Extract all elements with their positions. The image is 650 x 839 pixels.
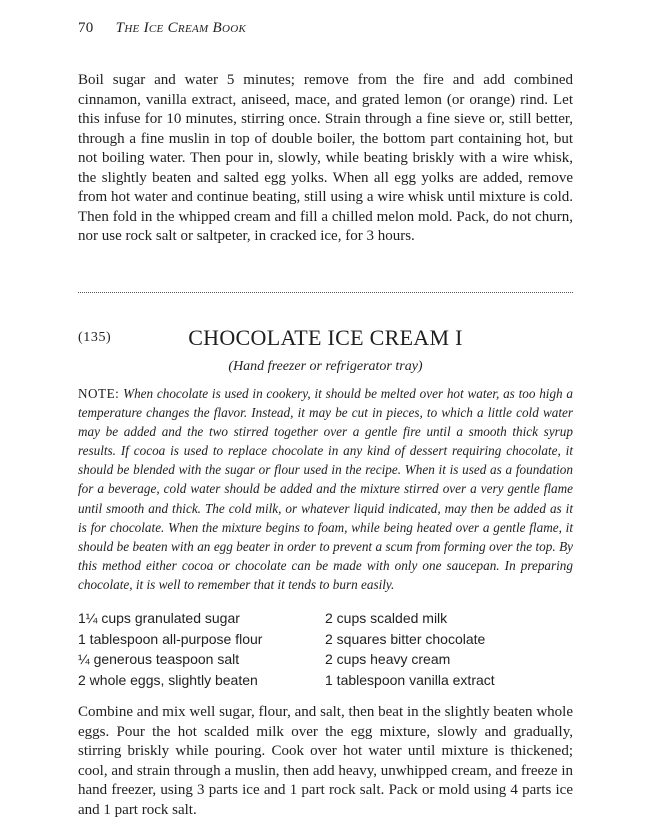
- recipe-subtitle: (Hand freezer or refrigerator tray): [228, 359, 423, 374]
- ingredient-item: 2 cups heavy cream: [325, 651, 451, 667]
- recipe-title: CHOCOLATE ICE CREAM I: [188, 325, 463, 350]
- ingredient-item: 1 tablespoon vanilla extract: [325, 671, 495, 688]
- ingredients-left-column: [78, 608, 262, 690]
- recipe-number: (135): [78, 330, 112, 345]
- prior-recipe-directions: Boil sugar and water 5 minutes; remove from the fire and add combined cinnamon, vanilla extract, aniseed, mace, and grated lemon (or orange) rind. Let this infuse for 10 minutes, stirring once. Strain through a fine sieve or, still better, through a fine muslin in top of double boiler, the bottom part containing hot, but not boiling water. Then pour in, slowly, while beating briskly with a wire whisk, the slightly beaten and salted egg yolks. When all egg yolks are added, remove from hot water and continue beating, still using a wire whisk until mixture is cold. Then fold in the whipped cream and fill a chilled melon mold. Pack, do not churn, nor use rock salt or saltpeter, in cracked ice, for 3 hours.: [78, 72, 573, 244]
- page-number: 70: [78, 20, 94, 36]
- note-label: NOTE:: [78, 386, 120, 401]
- ingredient-item: 2 whole eggs, slightly beaten: [78, 671, 258, 688]
- recipe-note: [78, 384, 573, 594]
- note-text: When chocolate is used in cookery, it should be melted over hot water, as too high a temperature changes the flavor. Instead, it may be cut in pieces, to which a little cold water may be added and the two stirred together over a gentle fire until a smooth thick syrup results. If cocoa is used to replace chocolate in any kind of dessert requiring chocolate, it should be blended with the sugar or flour used in the recipe. When it is used as a foundation for a beverage, cold water should be added and the mixture stirred over a very gentle flame until smooth and thick. The cold milk, or whatever liquid indicated, may then be added as it is for chocolate. When the mixture begins to foam, while being heated over a gentle flame, it should be beaten with an egg beater in order to prevent a scum from forming over the top. By this method either cocoa or chocolate can be made with only one saucepan. In preparing chocolate, it is well to remember that it tends to burn easily.: [78, 386, 574, 592]
- ingredients-right-column: [325, 608, 495, 690]
- ingredient-item: 1¼ cups granulated sugar: [78, 610, 240, 626]
- section-divider: [78, 292, 573, 293]
- ingredient-item: ¼ generous teaspoon salt: [78, 651, 240, 667]
- recipe-directions: Combine and mix well sugar, flour, and salt, then beat in the slightly beaten whole eggs. Pour the hot scalded milk over the egg mixture, slowly and gradually, stirring briskly while pouring. Cook over hot water until mixture is thickened; cool, and strain through a muslin, then add heavy, unwhipped cream, and freeze in hand freezer, using 3 parts ice and 1 part rock salt. Pack or mold using 4 parts ice and 1 part rock salt.: [78, 704, 573, 818]
- running-head: [78, 20, 246, 37]
- ingredient-item: 1 tablespoon all-purpose flour: [78, 630, 263, 647]
- ingredient-item: 2 squares bitter chocolate: [325, 630, 486, 647]
- ingredient-item: 2 cups scalded milk: [325, 610, 448, 626]
- book-title: The Ice Cream Book: [115, 20, 247, 36]
